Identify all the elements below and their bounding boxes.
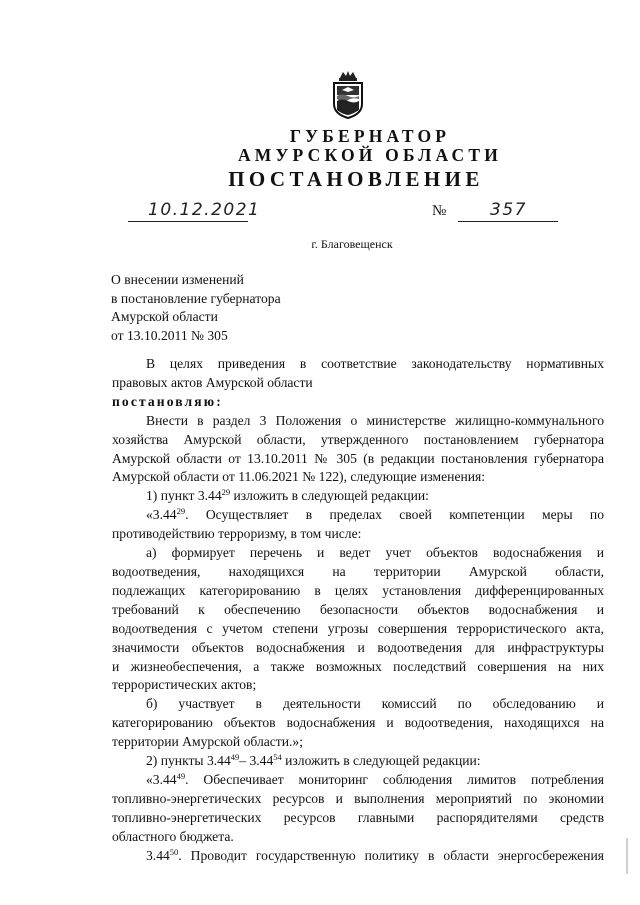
superscript: 54 <box>273 752 282 763</box>
body-line: Внести в раздел 3 Положения о министерстве жилищно-коммунального <box>146 412 604 428</box>
text-fragment: . Осуществляет в пределах своей компетенции меры по <box>185 507 604 523</box>
text-fragment: . Проводит государственную политику в области энергосбережения <box>178 847 604 863</box>
document-subject <box>111 271 281 345</box>
subject-line: от 13.10.2011 № 305 <box>111 327 228 343</box>
subject-line: в постановление губернатора <box>111 290 281 306</box>
body-line: требований к обеспечению безопасности объектов водоснабжения и <box>112 601 604 617</box>
body-line: категорированию объектов водоснабжения и водоотведения, находящихся на <box>112 715 604 731</box>
scan-margin-mark <box>626 838 628 874</box>
superscript: 29 <box>221 487 231 498</box>
superscript: 49 <box>176 770 186 781</box>
text-fragment: «3.44 <box>146 771 177 787</box>
document-body <box>112 355 604 865</box>
title-governor: ГУБЕРНАТОР <box>289 126 451 146</box>
body-line: топливно-энергетических ресурсов главными распорядителями средств <box>112 809 604 825</box>
quoted-clause <box>112 506 604 525</box>
body-line: а) формирует перечень и ведет учет объектов водоснабжения и <box>146 545 604 561</box>
body-line: водоотведения, находящихся на территории Амурской области, <box>112 563 604 579</box>
title-region: АМУРСКОЙ ОБЛАСТИ <box>237 145 503 165</box>
city-name: г. Благовещенск <box>311 237 393 251</box>
quoted-clause <box>112 771 604 790</box>
body-line: Амурской области от 13.10.2011 № 305 (в редакции постановления губернатора <box>112 450 604 466</box>
document-number: 357 <box>490 200 527 220</box>
body-line: областного бюджета. <box>112 828 234 844</box>
body-line: водоотведения с учетом степени угрозы совершения террористического акта, <box>112 620 604 636</box>
superscript: 49 <box>230 752 240 763</box>
body-line: топливно-энергетических ресурсов и выполнения мероприятий по экономии <box>112 790 604 806</box>
amendment-item-1 <box>112 487 604 506</box>
body-line: значимости объектов водоснабжения и водоотведения для инфраструктуры <box>112 639 604 655</box>
document-type: ПОСТАНОВЛЕНИЕ <box>228 167 484 191</box>
body-line: террористических актов; <box>112 677 257 693</box>
body-line: противодействию терроризму, в том числе: <box>112 526 362 542</box>
text-fragment: 3.44 <box>146 847 170 863</box>
body-line: б) участвует в деятельности комиссий по обследованию и <box>146 696 604 712</box>
body-line: В целях приведения в соответствие законодательству нормативных <box>146 356 604 371</box>
number-underline <box>458 221 558 222</box>
amur-region-coat-of-arms-icon <box>328 70 368 120</box>
resolve-word: постановляю: <box>112 393 223 409</box>
document-date: 10.12.2021 <box>148 200 261 220</box>
body-line: правовых актов Амурской области <box>112 374 313 390</box>
superscript: 29 <box>176 506 186 517</box>
text-fragment: изложить в следующей редакции: <box>281 753 481 769</box>
text-fragment: 1) пункт 3.44 <box>146 488 222 504</box>
superscript: 50 <box>169 846 179 857</box>
text-fragment: изложить в следующей редакции: <box>230 488 429 504</box>
quoted-clause <box>112 847 604 866</box>
text-fragment: – 3.44 <box>239 753 274 769</box>
body-line: хозяйства Амурской области, утвержденного постановлением губернатора <box>112 431 604 447</box>
body-line: Амурской области от 11.06.2021 № 122), следующие изменения: <box>112 469 486 485</box>
date-underline <box>128 221 248 222</box>
body-line: подлежащих категорированию в целях установления дифференцированных <box>112 582 604 598</box>
text-fragment: 2) пункты 3.44 <box>146 753 231 769</box>
body-line: территории Амурской области.»; <box>112 734 303 750</box>
amendment-item-2 <box>112 752 604 771</box>
subject-line: Амурской области <box>111 309 218 324</box>
text-fragment: «3.44 <box>146 507 177 523</box>
body-line: и жизнеобеспечения, а также возможных последствий совершения на них <box>112 658 604 674</box>
subject-line: О внесении изменений <box>111 272 244 287</box>
number-sign: № <box>432 203 447 219</box>
text-fragment: . Обеспечивает мониторинг соблюдения лимитов потребления <box>185 771 604 787</box>
